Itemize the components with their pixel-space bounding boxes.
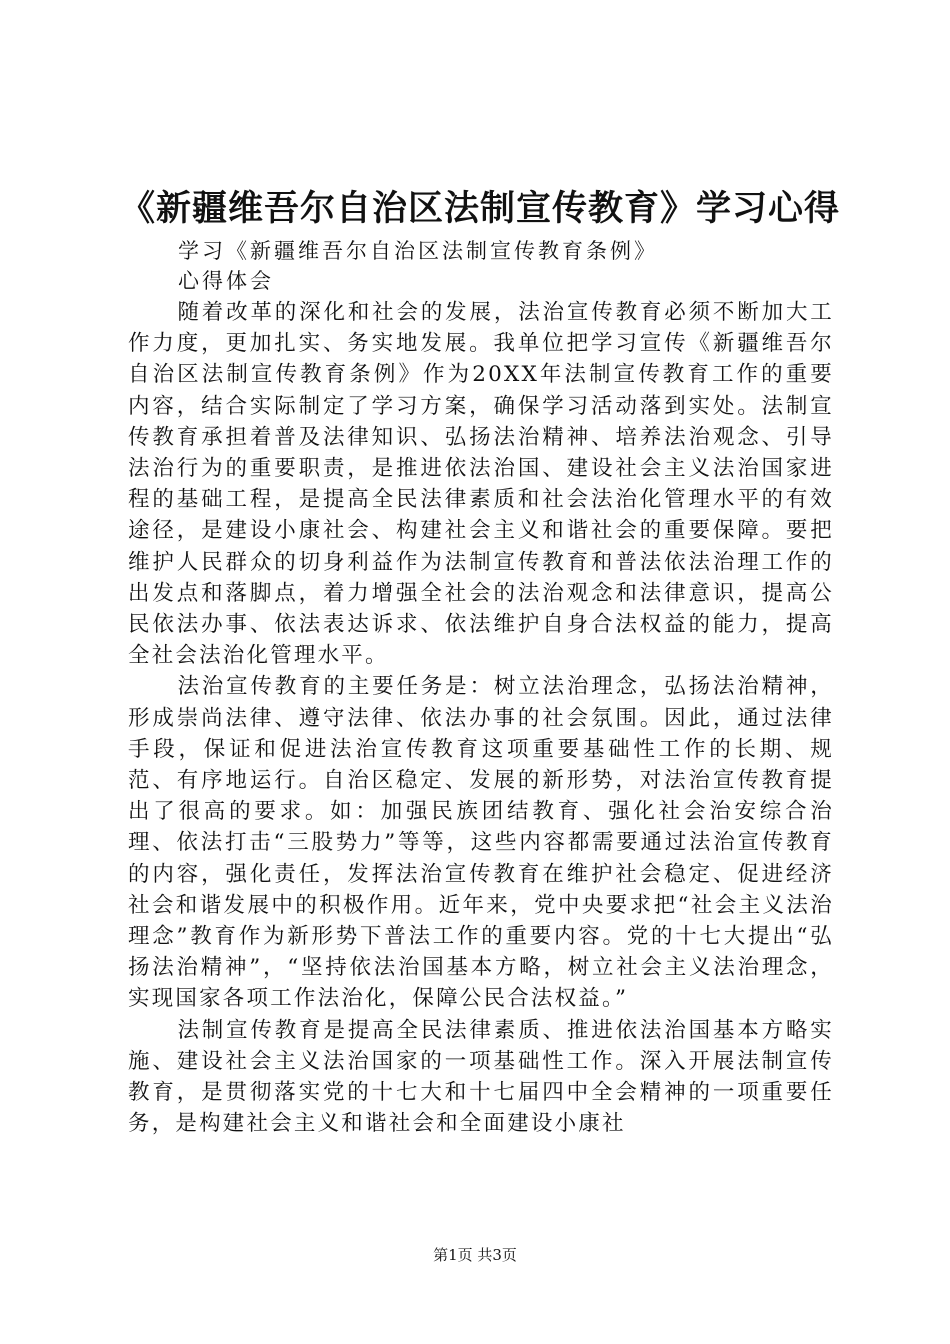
subtitle-line: 心得体会 [178,269,274,293]
document-title: 《新疆维吾尔自治区法制宣传教育》学习心得 [120,188,841,229]
document-subtitle [178,236,778,296]
body-paragraph: 随着改革的深化和社会的发展，法治宣传教育必须不断加大工作力度，更加扎实、务实地发展。我单位把学习宣传《新疆维吾尔自治区法制宣传教育条例》作为20XX年法制宣传教育工作的重要内容，结合实际制定了学习方案，确保学习活动落到实处。法制宣传教育承担着普及法律知识、弘扬法治精神、培养法治观念、引导法治行为的重要职责，是推进依法治国、建设社会主义法治国家进程的基础工程，是提高全民法律素质和社会法治化管理水平的有效途径，是建设小康社会、构建社会主义和谐社会的重要保障。要把维护人民群众的切身利益作为法制宣传教育和普法依法治理工作的出发点和落脚点，着力增强全社会的法治观念和法律意识，提高公民依法办事、依法表达诉求、依法维护自身合法权益的能力，提高全社会法治化管理水平。 [128,300,834,669]
subtitle-line: 学习《新疆维吾尔自治区法制宣传教育条例》 [178,239,658,263]
body-paragraph: 法制宣传教育是提高全民法律素质、推进依法治国基本方略实施、建设社会主义法治国家的一项基础性工作。深入开展法制宣传教育，是贯彻落实党的十七大和十七届四中全会精神的一项重要任务，是构建社会主义和谐社会和全面建设小康社 [128,1017,834,1137]
document-body [128,297,834,1139]
page-number-footer: 第1页 共3页 [433,1246,517,1264]
body-paragraph: 法治宣传教育的主要任务是：树立法治理念，弘扬法治精神，形成崇尚法律、遵守法律、依法办事的社会氛围。因此，通过法律手段，保证和促进法治宣传教育这项重要基础性工作的长期、规范、有序地运行。自治区稳定、发展的新形势，对法治宣传教育提出了很高的要求。如：加强民族团结教育、强化社会治安综合治理、依法打击“三股势力”等等，这些内容都需要通过法治宣传教育的内容，强化责任，发挥法治宣传教育在维护社会稳定、促进经济社会和谐发展中的积极作用。近年来，党中央要求把“社会主义法治理念”教育作为新形势下普法工作的重要内容。党的十七大提出“弘扬法治精神”，“坚持依法治国基本方略，树立社会主义法治理念，实现国家各项工作法治化，保障公民合法权益。” [128,674,834,1012]
